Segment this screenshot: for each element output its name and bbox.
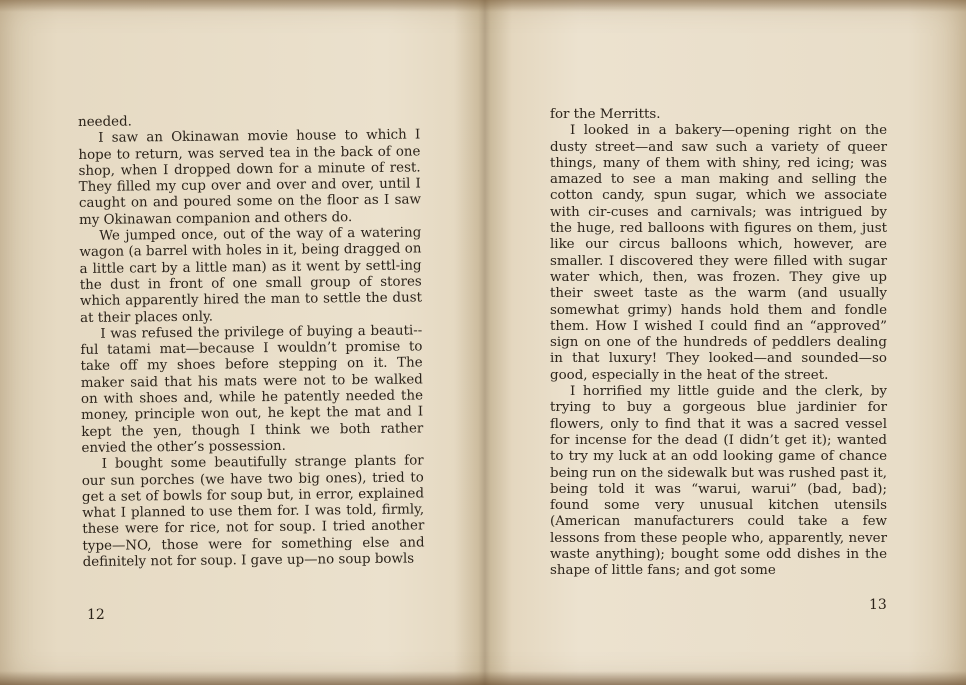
page-number: 12 — [87, 607, 105, 623]
left-page-text — [78, 111, 425, 571]
paragraph: I saw an Okinawan movie house to which I hope to return, was served tea in the back of one shop, when I dropped down for a minute of rest. They filled my cup over and over and over, until I caught on and poured some on the floor as I saw my Okinawan companion and others do. — [78, 127, 421, 228]
paragraph: We jumped once, out of the way of a watering wagon (a barrel with holes in it, being dragged on a little cart by a little man) as it went by settl-ing the dust in front of one small group of stores which apparently hired the man to settle the dust at their places only. — [79, 225, 423, 326]
paragraph: I horrified my little guide and the clerk, by trying to buy a gorgeous blue jardinier for flowers, only to find that it was a sacred vessel for incense for the dead (I didn’t get it); wanted to try my luck at an odd looking game of chance being run on the sidewalk but was rushed past it, being told it was “warui, warui” (bad, bad); found some very unusual kitchen utensils (American manufacturers could take a few lessons from these people who, apparently, never waste anything); bought some odd dishes in the shape of little fans; and got some — [550, 384, 887, 579]
page-number: 13 — [869, 597, 887, 613]
right-page — [483, 0, 966, 685]
paragraph: I looked in a bakery—opening right on the dusty street—and saw such a variety of queer things, many of them with shiny, red icing; was amazed to see a man making and selling the cotton candy, spun sugar, which we associate with cir-cuses and carnivals; was intrigued by the huge, red balloons with figures on them, just like our circus balloons which, however, are smaller. I discovered they were filled with sugar water which, then, was frozen. They give up their sweet taste as the warm (and usually somewhat grimy) hands hold them and fondle them. How I wished I could find an “approved” sign on one of the hundreds of peddlers dealing in that luxury! They looked—and sounded—so good, especially in the heat of the street. — [550, 123, 887, 383]
paragraph: needed. — [78, 114, 132, 130]
paragraph: for the Merritts. — [550, 107, 661, 122]
paragraph: I was refused the privilege of buying a beauti-ful tatami mat—because I wouldn’t promise to take off my shoes before stepping on it. The maker said that his mats were not to be walked on with shoes and, while he patently needed the money, principle won out, he kept the mat and I kept the yen, though I think we both rather envied the other’s possession. — [80, 323, 424, 456]
right-page-text — [550, 107, 887, 580]
paragraph: I bought some beautifully strange plants for our sun porches (we have two big ones), tried to get a set of bowls for soup but, in error, explained what I planned to use them for. I was told, firmly, these were for rice, not for soup. I tried another type—NO, those were for something else and definitely not for soup. I gave up—no soup bowls — [81, 453, 425, 570]
